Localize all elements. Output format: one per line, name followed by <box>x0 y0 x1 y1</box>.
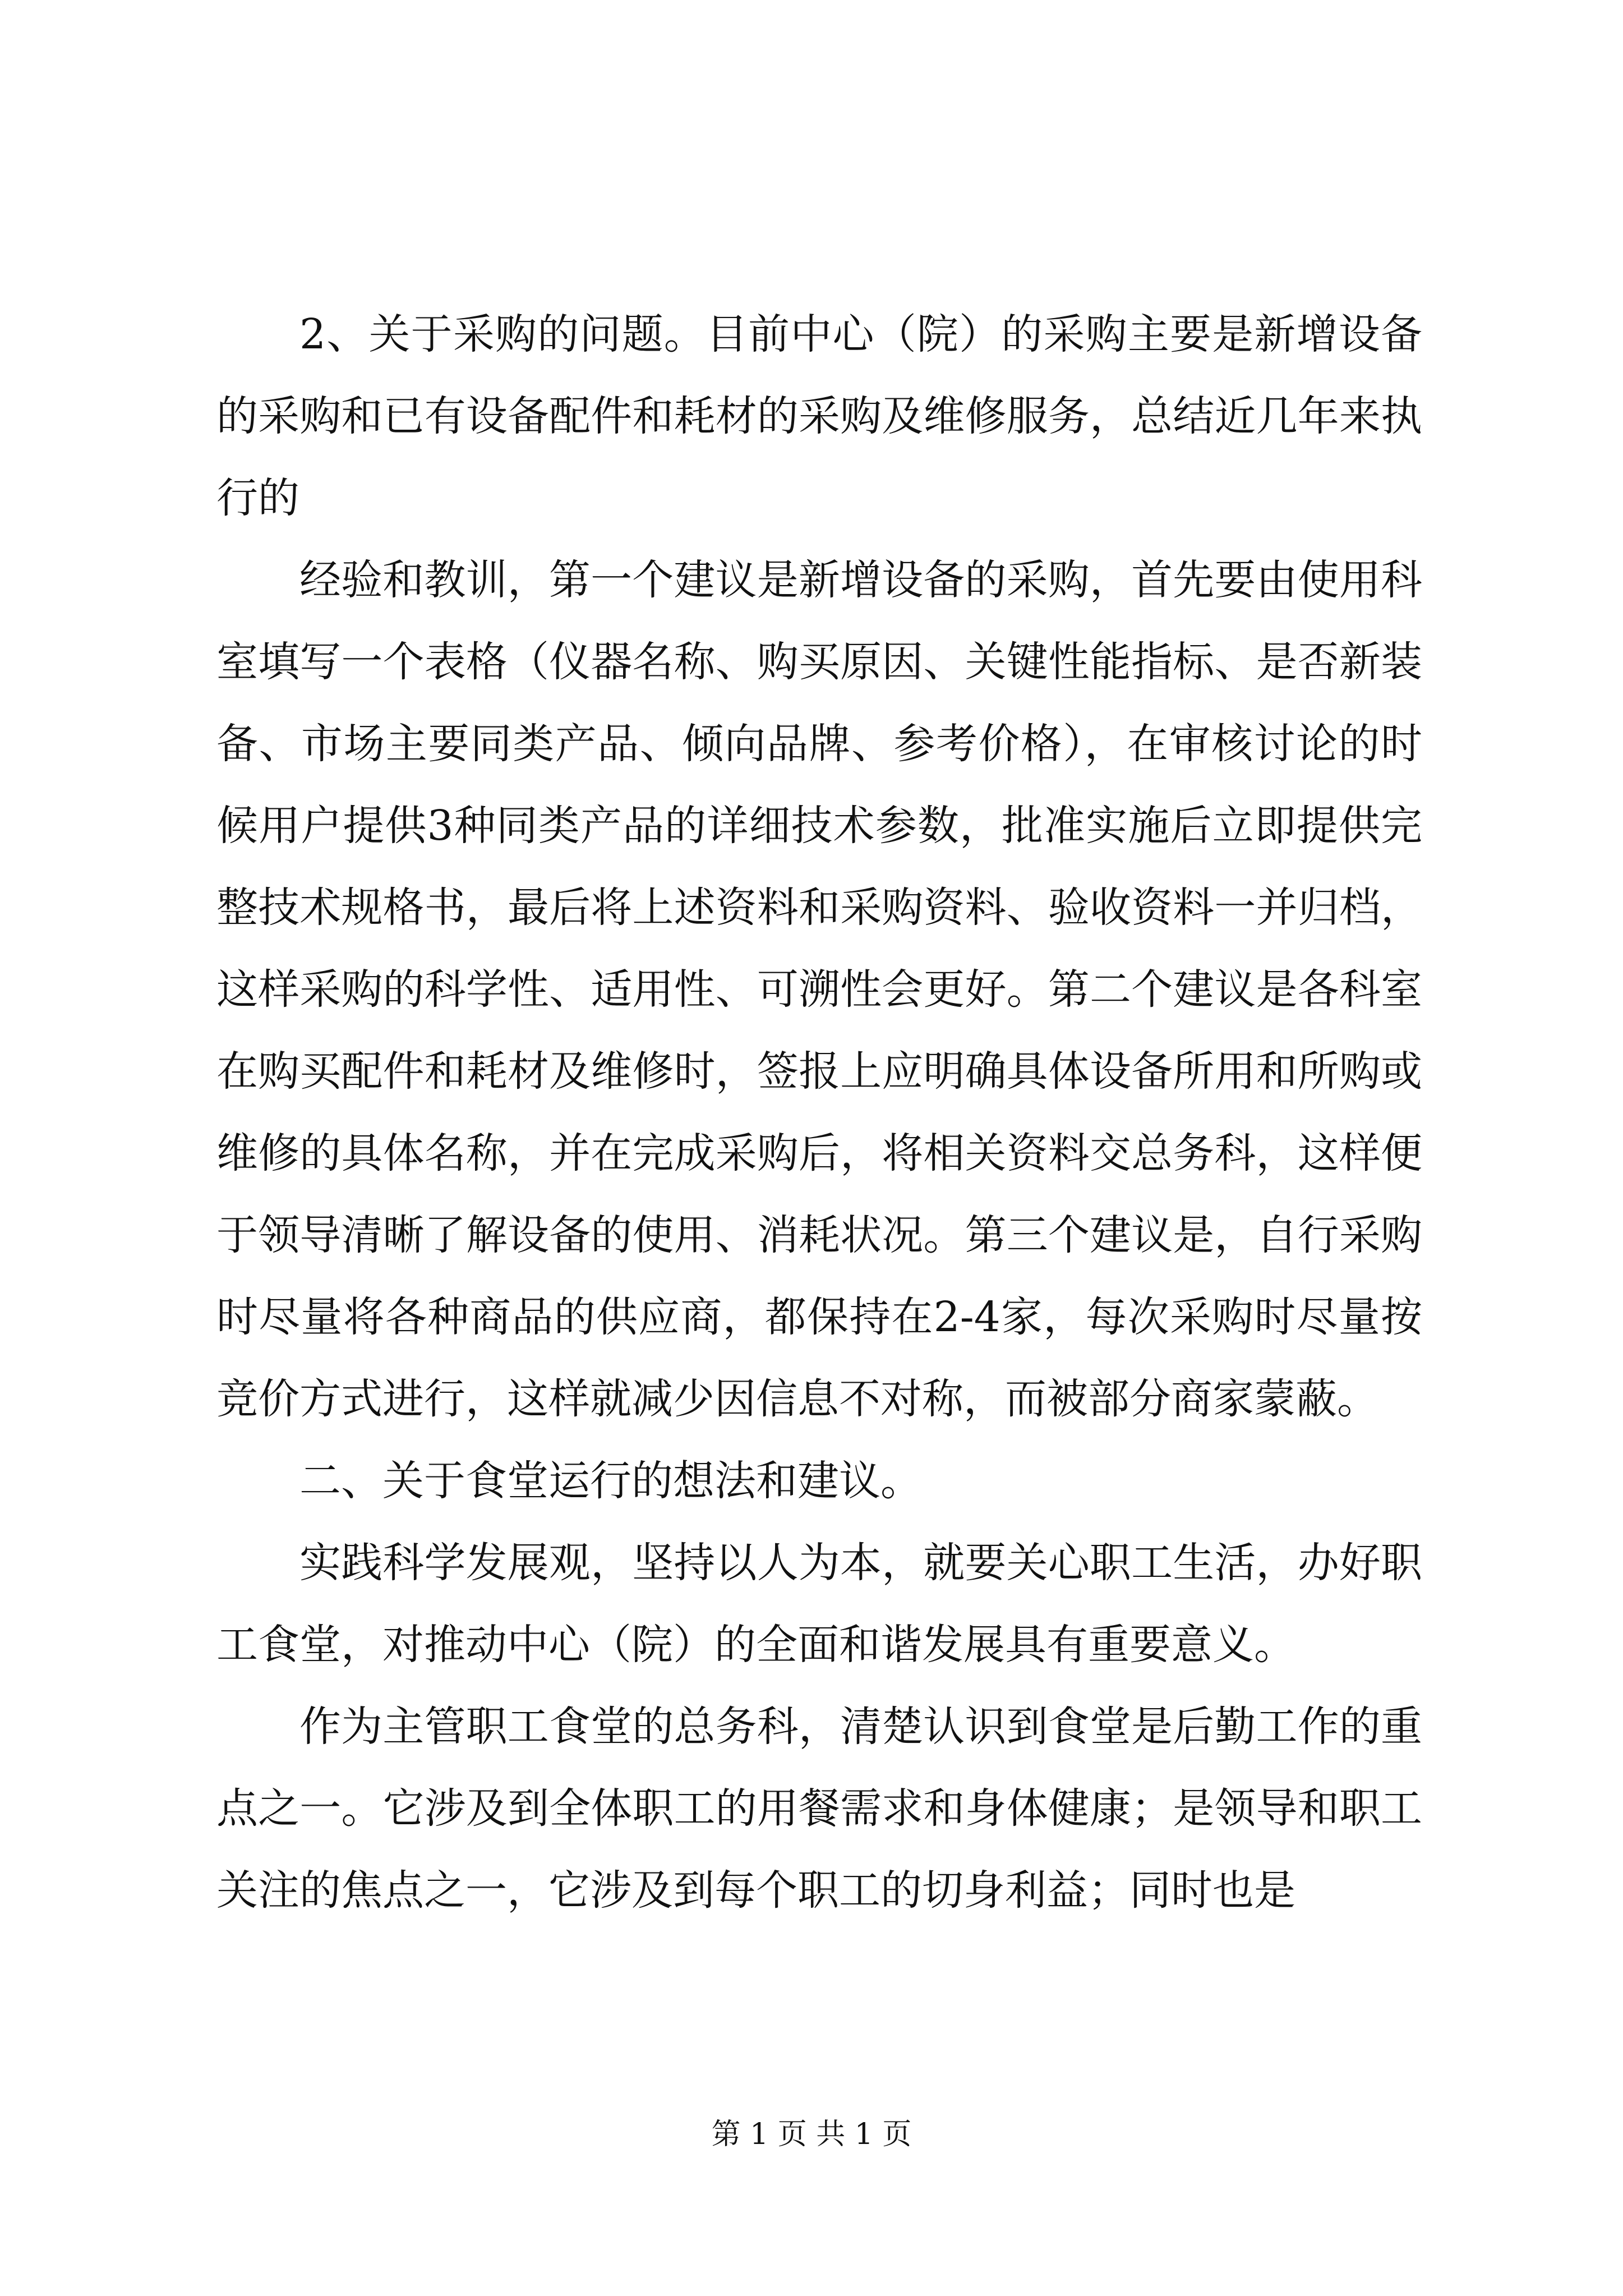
document-body <box>216 293 1422 1931</box>
page-footer: 第 1 页 共 1 页 <box>711 2118 912 2151</box>
paragraph-canteen-heading: 二、关于食堂运行的想法和建议。 <box>299 1457 922 1505</box>
paragraph-canteen-importance: 实践科学发展观，坚持以人为本，就要关心职工生活，办好职工食堂，对推动中心（院）的全面和谐发展具有重要意义。 <box>216 1539 1422 1669</box>
paragraph-procurement-suggestions: 经验和教训，第一个建议是新增设备的采购，首先要由使用科室填写一个表格（仪器名称、购买原因、关键性能指标、是否新装备、市场主要同类产品、倾向品牌、参考价格），在审核讨论的时候用户提供3种同类产品的详细技术参数，批准实施后立即提供完整技术规格书，最后将上述资料和采购资料、验收资料一并归档，这样采购的科学性、适用性、可溯性会更好。第二个建议是各科室在购买配件和耗材及维修时，签报上应明确具体设备所用和所购或维修的具体名称，并在完成采购后，将相关资料交总务科，这样便于领导清晰了解设备的使用、消耗状况。第三个建议是，自行采购时尽量将各种商品的供应商，都保持在2-4家，每次采购时尽量按竞价方式进行，这样就减少因信息不对称，而被部分商家蒙蔽。 <box>216 556 1422 1423</box>
paragraph-procurement-intro: 2、关于采购的问题。目前中心（院）的采购主要是新增设备的采购和已有设备配件和耗材的采购及维修服务，总结近几年来执行的 <box>216 310 1422 522</box>
paragraph-canteen-focus: 作为主管职工食堂的总务科，清楚认识到食堂是后勤工作的重点之一。它涉及到全体职工的用餐需求和身体健康；是领导和职工关注的焦点之一，它涉及到每个职工的切身利益；同时也是 <box>216 1703 1422 1915</box>
